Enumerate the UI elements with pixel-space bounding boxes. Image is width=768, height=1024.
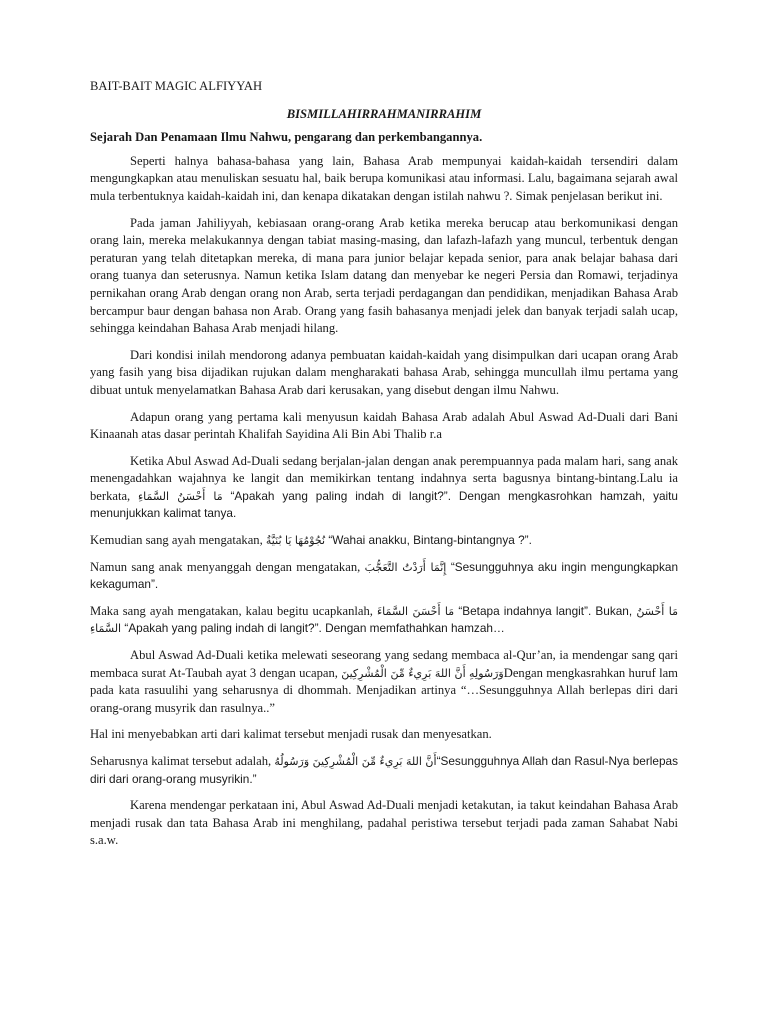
paragraph-text: Kemudian sang ayah mengatakan, <box>90 533 266 548</box>
paragraph-text: “Sesungguhnya aku ingin mengungkapkan kekaguman”. <box>90 559 679 592</box>
arabic-phrase: أَنَّ اللهَ بَرِيءٌ مِّنَ الْمُشْرِكِينَ وَرَسُولُهُ <box>274 755 437 768</box>
paragraph-text: Ketika Abul Aswad Ad-Duali sedang berjalan-jalan dengan anak perempuannya pada malam hari, sang anak menengadahkan wajahnya ke langit dan memikirkan tentang indahnya serta bagusnya bintang-bintang.Lalu ia berkata, <box>90 453 678 503</box>
paragraph-intro: Seperti halnya bahasa-bahasa yang lain, Bahasa Arab mempunyai kaidah-kaidah tersendiri dalam mengungkapkan atau menuliskan sesuatu hal, baik berupa komunikasi atau informasi. Lalu, bagaimana sejarah awal mula terbentuknya kaidah-kaidah ini, dan kenapa dikatakan dengan istilah nahwu ?. Simak penjelasan berikut ini. <box>90 153 678 203</box>
arabic-phrase: إِنَّمَا أَرَدْتُ التَّعَجُّبَ <box>364 560 447 574</box>
arabic-phrase: أَنَّ اللهَ بَرِيءٌ مِّنَ الْمُشْرِكِينَ <box>341 666 466 680</box>
paragraph-quran-reciter <box>90 647 678 717</box>
paragraph-text: “Apakah yang paling indah di langit?”. Dengan mengkasrohkan hamzah, yaitu menunjukkan kalimat tanya. <box>90 488 678 521</box>
paragraph-kaidah-origin: Dari kondisi inilah mendorong adanya pembuatan kaidah-kaidah yang disimpulkan dari ucapan orang Arab yang fasih yang bisa dijadikan rujukan dalam mengharakati bahasa Arab, sehingga muncullah ilmu pertama yang dibuat untuk menyelamatkan Bahasa Arab dari kerusakan, yang disebut dengan ilmu Nahwu. <box>90 347 678 397</box>
section-heading: Sejarah Dan Penamaan Ilmu Nahwu, pengarang dan perkembangannya. <box>90 130 483 145</box>
paragraph-text: Seharusnya kalimat tersebut adalah, <box>90 754 275 768</box>
paragraph-meaning-damaged: Hal ini menyebabkan arti dari kalimat tersebut menjadi rusak dan menyesatkan. <box>90 727 492 742</box>
document-title: BAIT-BAIT MAGIC ALFIYYAH <box>90 79 263 93</box>
paragraph-jahiliyyah: Pada jaman Jahiliyyah, kebiasaan orang-orang Arab ketika mereka berucap atau berkomunikasi dengan orang lain, mereka melakukannya dengan tabiat masing-masing, dan lafazh-lafazh yang muncul, terbentuk dengan peraturan yang telah ditetapkan mereka, di mana para junior belajar kepada senior, para anak belajar bahasa dari orang tuanya dan seterusnya. Namun ketika Islam datang dan menyebar ke negeri Persia dan Romawi, terjadinya pernikahan orang Arab dengan orang non Arab, serta terjadi perdagangan dan pendidikan, menjadikan Bahasa Arab bercampur baur dengan bahasa non Arab. Orang yang fasih bahasanya menjadi jelek dan banyak terjadi salah ucap, sehingga keindahan Bahasa Arab menjadi hilang. <box>90 215 678 336</box>
document-page <box>90 78 678 859</box>
arabic-phrase: مَا أَحْسَنُ السَّمَاءِ <box>90 604 678 636</box>
paragraph-first-author: Adapun orang yang pertama kali menyusun kaidah Bahasa Arab adalah Abul Aswad Ad-Duali dari Bani Kinaanah atas dasar perintah Khalifah Sayidina Ali Bin Abi Thalib r.a <box>90 409 678 442</box>
paragraph-father-correction <box>90 603 678 638</box>
paragraph-text: “Wahai anakku, Bintang-bintangnya ?”. <box>325 533 532 548</box>
paragraph-daughter-question <box>90 453 678 523</box>
paragraph-text: “Betapa indahnya langit”. Bukan, <box>454 603 637 618</box>
paragraph-text: “Apakah yang paling indah di langit?”. Dengan memfathahkan hamzah… <box>121 621 505 636</box>
paragraph-text: Maka sang ayah mengatakan, kalau begitu ucapkanlah, <box>90 603 377 618</box>
paragraph-father-reply <box>90 532 678 550</box>
paragraph-text: Namun sang anak menyanggah dengan mengatakan, <box>90 559 365 574</box>
bismillah-line: BISMILLAHIRRAHMANIRRAHIM <box>286 106 482 121</box>
paragraph-correct-reading <box>90 753 678 788</box>
paragraph-conclusion: Karena mendengar perkataan ini, Abul Aswad Ad-Duali menjadi ketakutan, ia takut keindahan Bahasa Arab menjadi rusak dan tata Bahasa Arab ini menghilang, padahal peristiwa tersebut terjadi pada zaman Sahabat Nabi s.a.w. <box>90 798 678 848</box>
arabic-phrase: نُجُوْمُهَا يَا بُنَيَّةُ <box>265 534 326 548</box>
arabic-phrase: مَا أَحْسَنَ السَّمَاءَ <box>377 604 455 618</box>
paragraph-daughter-rebuttal <box>90 559 678 594</box>
paragraph-text: “Sesungguhnya Allah dan Rasul-Nya berlepas diri dari orang-orang musyrikin.” <box>90 754 678 786</box>
arabic-phrase: وَرَسُولِهِ <box>468 666 504 680</box>
paragraph-text: Abul Aswad Ad-Duali ketika melewati seseorang yang sedang membaca al-Qur’an, ia mendengar sang qari membaca surat At-Taubah ayat 3 dengan ucapan, <box>90 648 678 680</box>
arabic-phrase: مَا أَحْسَنُ السَّمَاءِ <box>137 489 223 503</box>
paragraph-text: Dengan mengkasrahkan huruf lam pada kata rasuulihi yang seharusnya di dhommah. Menjadikan artinya “…Sesungguhnya Allah berlepas diri dari orang-orang musyrik dan rasulnya..” <box>90 665 678 715</box>
